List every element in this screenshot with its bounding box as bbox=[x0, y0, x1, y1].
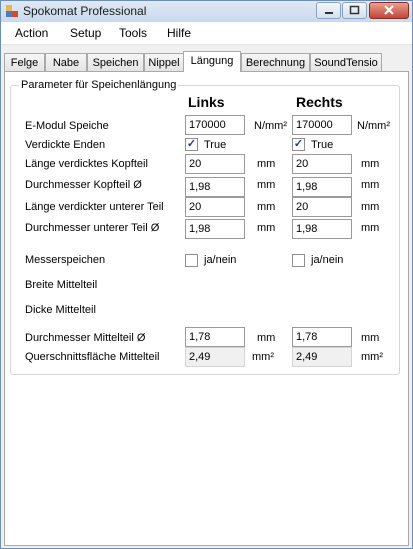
laenge-kopf-right-input[interactable]: 20 bbox=[292, 154, 352, 174]
dicke-label: Dicke Mittelteil bbox=[25, 304, 96, 316]
menu-hilfe[interactable]: Hilfe bbox=[167, 26, 192, 40]
maximize-icon bbox=[343, 3, 366, 18]
column-header-links: Links bbox=[188, 94, 225, 110]
laenge-unten-left-input[interactable]: 20 bbox=[185, 197, 245, 217]
verdickte-right-text: True bbox=[311, 139, 334, 151]
durch-mitte-left-input[interactable]: 1,78 bbox=[185, 327, 245, 347]
tab-felge[interactable]: Felge bbox=[4, 53, 45, 71]
emodul-left-unit: N/mm² bbox=[254, 120, 287, 132]
maximize-button[interactable] bbox=[342, 2, 367, 19]
group-title: Parameter für Speichenlängung bbox=[21, 79, 177, 91]
messer-label: Messerspeichen bbox=[25, 254, 106, 266]
messer-left-checkbox[interactable] bbox=[185, 254, 198, 267]
messer-right-checkbox[interactable] bbox=[292, 254, 305, 267]
quer-right-output: 2,49 bbox=[292, 347, 352, 367]
emodul-label: E-Modul Speiche bbox=[25, 120, 109, 132]
quer-right-unit: mm² bbox=[361, 351, 383, 363]
messer-right-text: ja/nein bbox=[311, 254, 344, 266]
column-header-rechts: Rechts bbox=[296, 94, 343, 110]
menu-tools[interactable]: Tools bbox=[119, 26, 148, 40]
durch-mitte-right-unit: mm bbox=[361, 332, 380, 344]
verdickte-left-checkbox[interactable] bbox=[185, 138, 198, 151]
minimize-icon bbox=[317, 3, 340, 18]
durch-mitte-left-unit: mm bbox=[257, 332, 276, 344]
quer-left-unit: mm² bbox=[252, 351, 274, 363]
durch-kopf-right-unit: mm bbox=[361, 179, 380, 191]
verdickte-left-text: True bbox=[204, 139, 227, 151]
durch-unten-right-unit: mm bbox=[361, 222, 380, 234]
laenge-kopf-right-unit: mm bbox=[361, 158, 380, 170]
window-title: Spokomat Professional bbox=[23, 4, 147, 18]
durch-mitte-label: Durchmesser Mittelteil Ø bbox=[25, 332, 146, 344]
laenge-unten-left-unit: mm bbox=[257, 201, 276, 213]
close-button[interactable] bbox=[369, 2, 409, 19]
menu-bar bbox=[1, 22, 412, 45]
minimize-button[interactable] bbox=[316, 2, 341, 19]
laenge-kopf-left-input[interactable]: 20 bbox=[185, 154, 245, 174]
breite-label: Breite Mittelteil bbox=[25, 279, 98, 291]
tab-berechnung[interactable]: Berechnung bbox=[241, 53, 310, 71]
laenge-unten-right-unit: mm bbox=[361, 201, 380, 213]
laenge-kopf-label: Länge verdicktes Kopfteil bbox=[25, 158, 148, 170]
messer-left-text: ja/nein bbox=[204, 254, 237, 266]
title-bar bbox=[1, 1, 412, 22]
tab-laengung[interactable]: Längung bbox=[183, 51, 241, 72]
durch-kopf-label: Durchmesser Kopfteil Ø bbox=[25, 179, 142, 191]
emodul-left-input[interactable]: 170000 bbox=[185, 115, 245, 135]
durch-unten-left-unit: mm bbox=[257, 222, 276, 234]
durch-unten-left-input[interactable]: 1,98 bbox=[185, 219, 245, 239]
emodul-right-input[interactable]: 170000 bbox=[292, 115, 352, 135]
app-icon bbox=[5, 4, 19, 18]
durch-unten-label: Durchmesser unterer Teil Ø bbox=[25, 222, 160, 234]
durch-unten-right-input[interactable]: 1,98 bbox=[292, 219, 352, 239]
close-icon bbox=[370, 3, 408, 18]
tab-speichen[interactable]: Speichen bbox=[87, 53, 144, 71]
laenge-unten-label: Länge verdickter unterer Teil bbox=[25, 201, 164, 213]
menu-setup[interactable]: Setup bbox=[70, 26, 102, 40]
menu-action[interactable]: Action bbox=[15, 26, 49, 40]
tab-nabe[interactable]: Nabe bbox=[45, 53, 87, 71]
laenge-unten-right-input[interactable]: 20 bbox=[292, 197, 352, 217]
quer-left-output: 2,49 bbox=[185, 347, 245, 367]
verdickte-label: Verdickte Enden bbox=[25, 139, 106, 151]
durch-kopf-left-input[interactable]: 1,98 bbox=[185, 177, 245, 197]
tab-soundtensio[interactable]: SoundTensio bbox=[310, 53, 382, 71]
durch-kopf-right-input[interactable]: 1,98 bbox=[292, 177, 352, 197]
durch-mitte-right-input[interactable]: 1,78 bbox=[292, 327, 352, 347]
verdickte-right-checkbox[interactable] bbox=[292, 138, 305, 151]
quer-label: Querschnittsfläche Mittelteil bbox=[25, 351, 160, 363]
laenge-kopf-left-unit: mm bbox=[257, 158, 276, 170]
emodul-right-unit: N/mm² bbox=[357, 120, 390, 132]
tab-nippel[interactable]: Nippel bbox=[144, 53, 184, 71]
durch-kopf-left-unit: mm bbox=[257, 179, 276, 191]
